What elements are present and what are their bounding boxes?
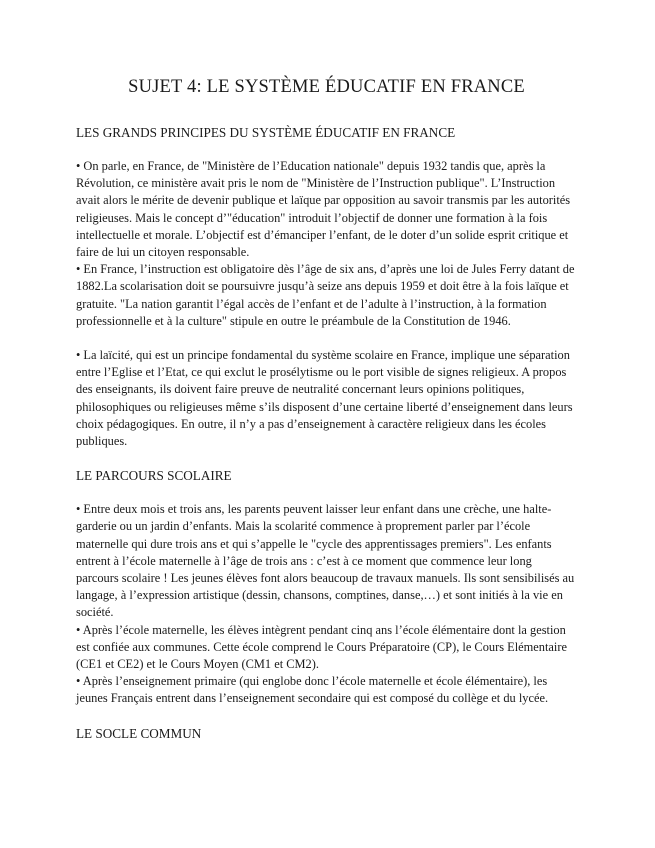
paragraph-secondaire: • Après l’enseignement primaire (qui englobe donc l’école maternelle et école élémentaire), les jeunes Français entrent dans l’enseignement secondaire qui est composé du collège et du lycée. [76, 674, 549, 706]
paragraph-instruction-obligatoire: • En France, l’instruction est obligatoire dès l’âge de six ans, d’après une loi de Jules Ferry datant de 1882.La scolarisation doit se poursuivre jusqu’à seize ans depuis 1959 et doit être à la fois laïque et gratuite. "La nation garantit l’égal accès de l’enfant et de l’adulte à l’instruction, à la formation professionnelle et à la culture" stipule en outre le préambule de la Constitution de 1946. [76, 262, 575, 328]
section-heading-parcours: LE PARCOURS SCOLAIRE [76, 468, 232, 484]
paragraph-elementaire: • Après l’école maternelle, les élèves intègrent pendant cinq ans l’école élémentaire dont la gestion est confiée aux communes. Cette école comprend le Cours Préparatoire (CP), le Cours Elémentaire (CE1 et CE2) et le Cours Moyen (CM1 et CM2). [76, 622, 567, 672]
paragraph-laicite: • La laïcité, qui est un principe fondamental du système scolaire en France, implique une séparation entre l’Eglise et l’Etat, ce qui exclut le prosélytisme ou le port visible de signes religieux. A propos des enseignants, ils doivent faire preuve de neutralité concernant leurs opinions politiques, philosophiques ou religieuses même s’ils disposent d’une certaine liberté d’enseignement dans leurs choix pédagogiques. En outre, il n’y a pas d’enseignement à caractère religieux dans les écoles publiques. [76, 348, 573, 449]
paragraph-ministere: • On parle, en France, de "Ministère de l’Education nationale" depuis 1932 tandis que, après la Révolution, ce ministère avait pris le nom de "Ministère de l’Instruction publique". L’Instruction avait alors le mérite de devenir publique et laïque par opposition au savoir transmis par les autorités religieuses. Mais le concept d’"éducation" introduit l’objectif de donner une formation à la fois intellectuelle et morale. L’objectif est d’émanciper l’enfant, de le doter d’un solide esprit critique et faire de lui un citoyen responsable. [76, 159, 571, 260]
section-heading-socle: LE SOCLE COMMUN [76, 725, 202, 741]
document-title: SUJET 4: LE SYSTÈME ÉDUCATIF EN FRANCE [128, 77, 525, 97]
section-heading-principes: LES GRANDS PRINCIPES DU SYSTÈME ÉDUCATIF EN FRANCE [76, 125, 456, 140]
paragraph-maternelle: • Entre deux mois et trois ans, les parents peuvent laisser leur enfant dans une crèche, une halte-garderie ou un jardin d’enfants. Mais la scolarité commence à proprement parler par l’école maternelle qui dure trois ans et qui s’appelle le "cycle des apprentissages premiers". Les enfants entrent à l’école maternelle à l’âge de trois ans : c’est à ce moment que commence leur long parcours scolaire ! Les jeunes élèves font alors beaucoup de travaux manuels. Ils sont sensibilisés au langage, à l’expression artistique (dessin, chansons, comptines, danse,…) et sont initiés à la vie en société. [76, 502, 575, 620]
